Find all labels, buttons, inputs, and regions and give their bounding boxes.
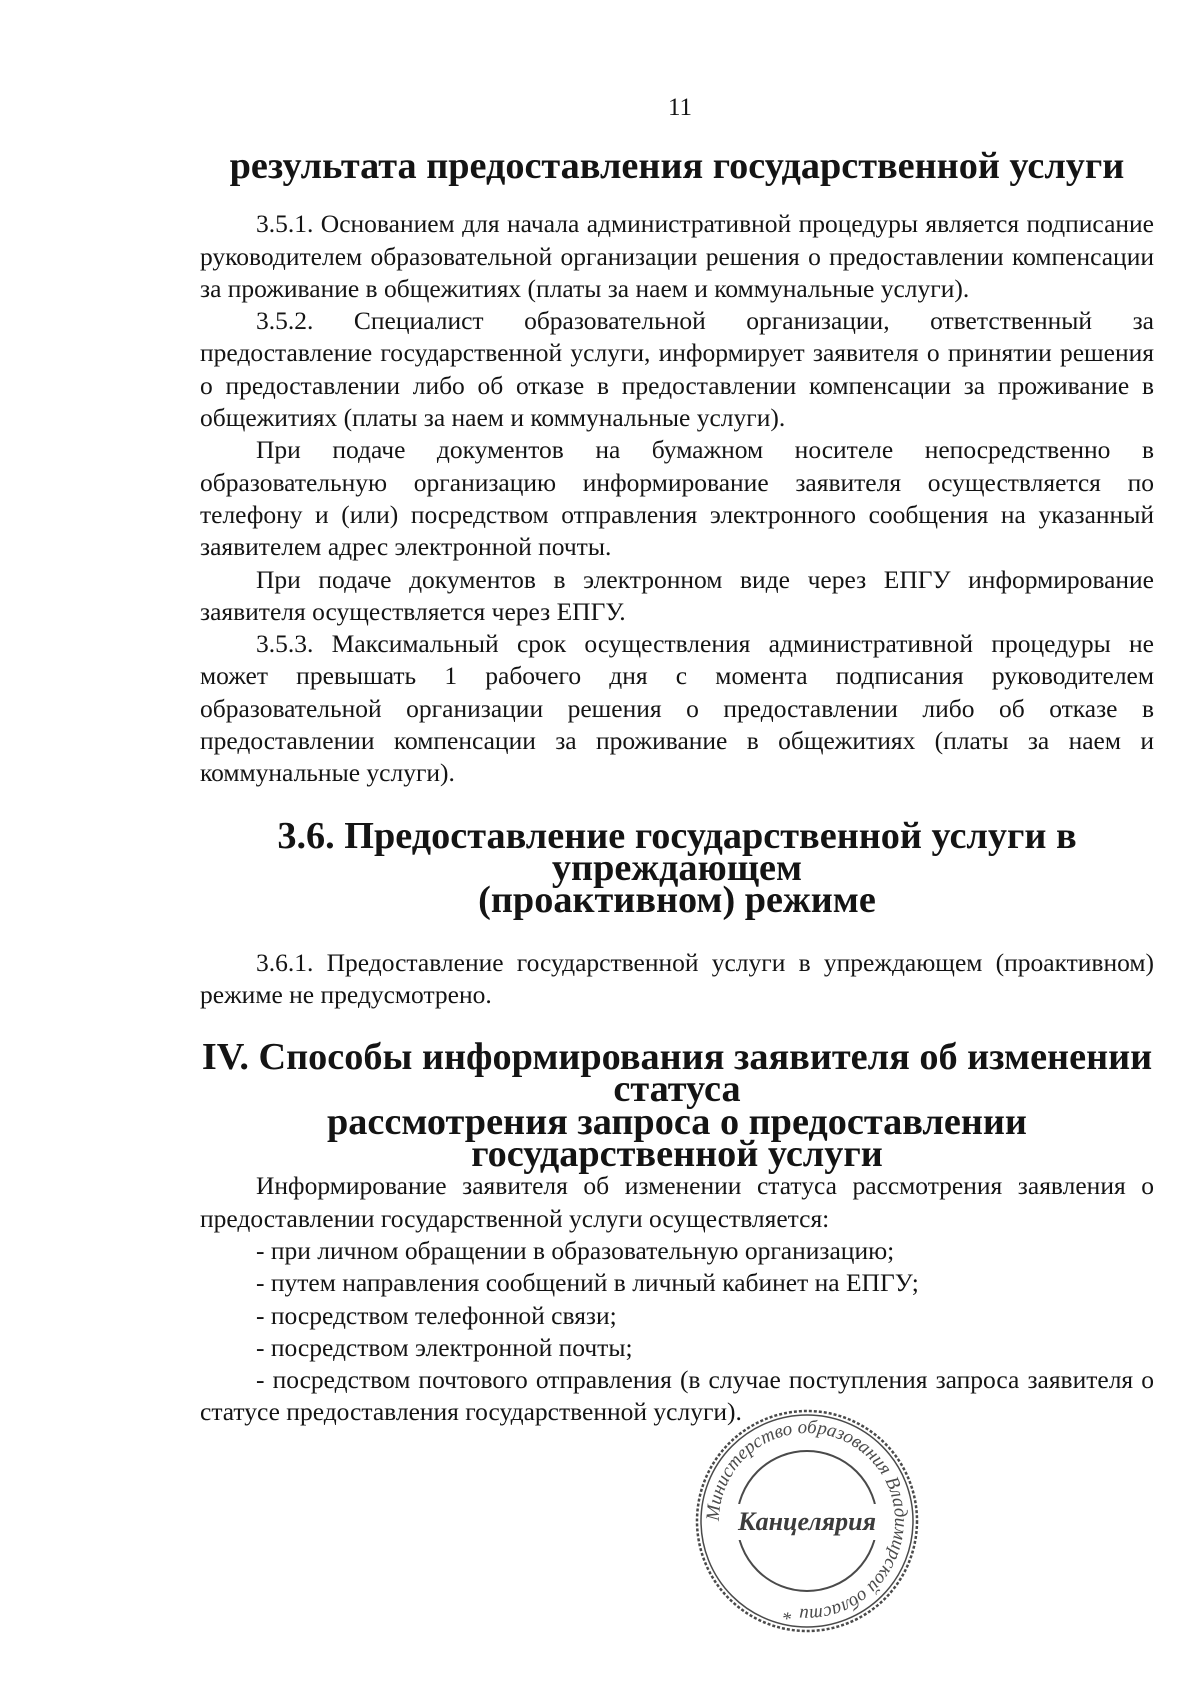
list-item: - посредством почтового отправления (в случае поступления запроса заявителя о статусе предоставления государственной услуги).: [200, 1365, 1154, 1427]
section-4-heading-line2: рассмотрения запроса о предоставлении государственной услуги: [327, 1100, 1027, 1176]
spacer: [200, 917, 1154, 947]
document-body: [200, 145, 1154, 1429]
page-number: 11: [667, 94, 693, 121]
section-3-6-heading-line2: (проактивном) режиме: [478, 879, 876, 922]
stamp-ring-text: Министерство образования Владимирской области *: [702, 1416, 912, 1626]
paragraph-3-6-1: 3.6.1. Предоставление государственной услуги в упреждающем (проактивном) режиме не предусмотрено.: [200, 947, 1154, 1009]
paragraph-3-5-2: 3.5.2. Специалист образовательной организации, ответственный за предоставление государственной услуги, информирует заявителя о принятии решения о предоставлении либо об отказе в предоставлении компенсации за проживание в общежитиях (платы за наем и коммунальные услуги).: [200, 306, 1154, 433]
list-item: - посредством телефонной связи;: [256, 1300, 617, 1330]
stamp-center-text: Канцелярия: [737, 1507, 877, 1536]
office-stamp: [692, 1406, 922, 1636]
list-item: - путем направления сообщений в личный кабинет на ЕПГУ;: [256, 1268, 919, 1298]
section-3-6-heading-line1: 3.6. Предоставление государственной услуги в упреждающем: [277, 814, 1077, 889]
paragraph-3-5-1: 3.5.1. Основанием для начала административной процедуры является подписание руководителем образовательной организации решения о предоставлении компенсации за проживание в общежитиях (платы за наем и коммунальные услуги).: [200, 209, 1154, 303]
list-item: - посредством электронной почты;: [256, 1332, 633, 1362]
section-4-heading-line1: IV. Способы информирования заявителя об изменении статуса: [201, 1036, 1153, 1111]
section-4-intro: Информирование заявителя об изменении статуса рассмотрения заявления о предоставлении государственной услуги осуществляется:: [200, 1171, 1154, 1233]
section-3-5-heading: результата предоставления государственной услуги: [229, 145, 1125, 187]
paragraph-3-5-3: 3.5.3. Максимальный срок осуществления административной процедуры не может превышать 1 рабочего дня с момента подписания руководителем образовательной организации решения о предоставлении либо об отказе в предоставлении компенсации за проживание в общежитиях (платы за наем и коммунальные услуги).: [200, 629, 1154, 788]
section-3-6-heading: [200, 814, 1154, 922]
paragraph-electronic-submission: При подаче документов в электронном виде через ЕПГУ информирование заявителя осуществляется через ЕПГУ.: [200, 564, 1154, 626]
section-4-heading: [200, 1036, 1154, 1176]
list-item: - при личном обращении в образовательную организацию;: [256, 1235, 895, 1265]
paragraph-paper-submission: При подаче документов на бумажном носителе непосредственно в образовательную организацию информирование заявителя осуществляется по телефону и (или) посредством отправления электронного сообщения на указанный заявителем адрес электронной почты.: [200, 435, 1154, 562]
stamp-graphic: [692, 1406, 922, 1636]
